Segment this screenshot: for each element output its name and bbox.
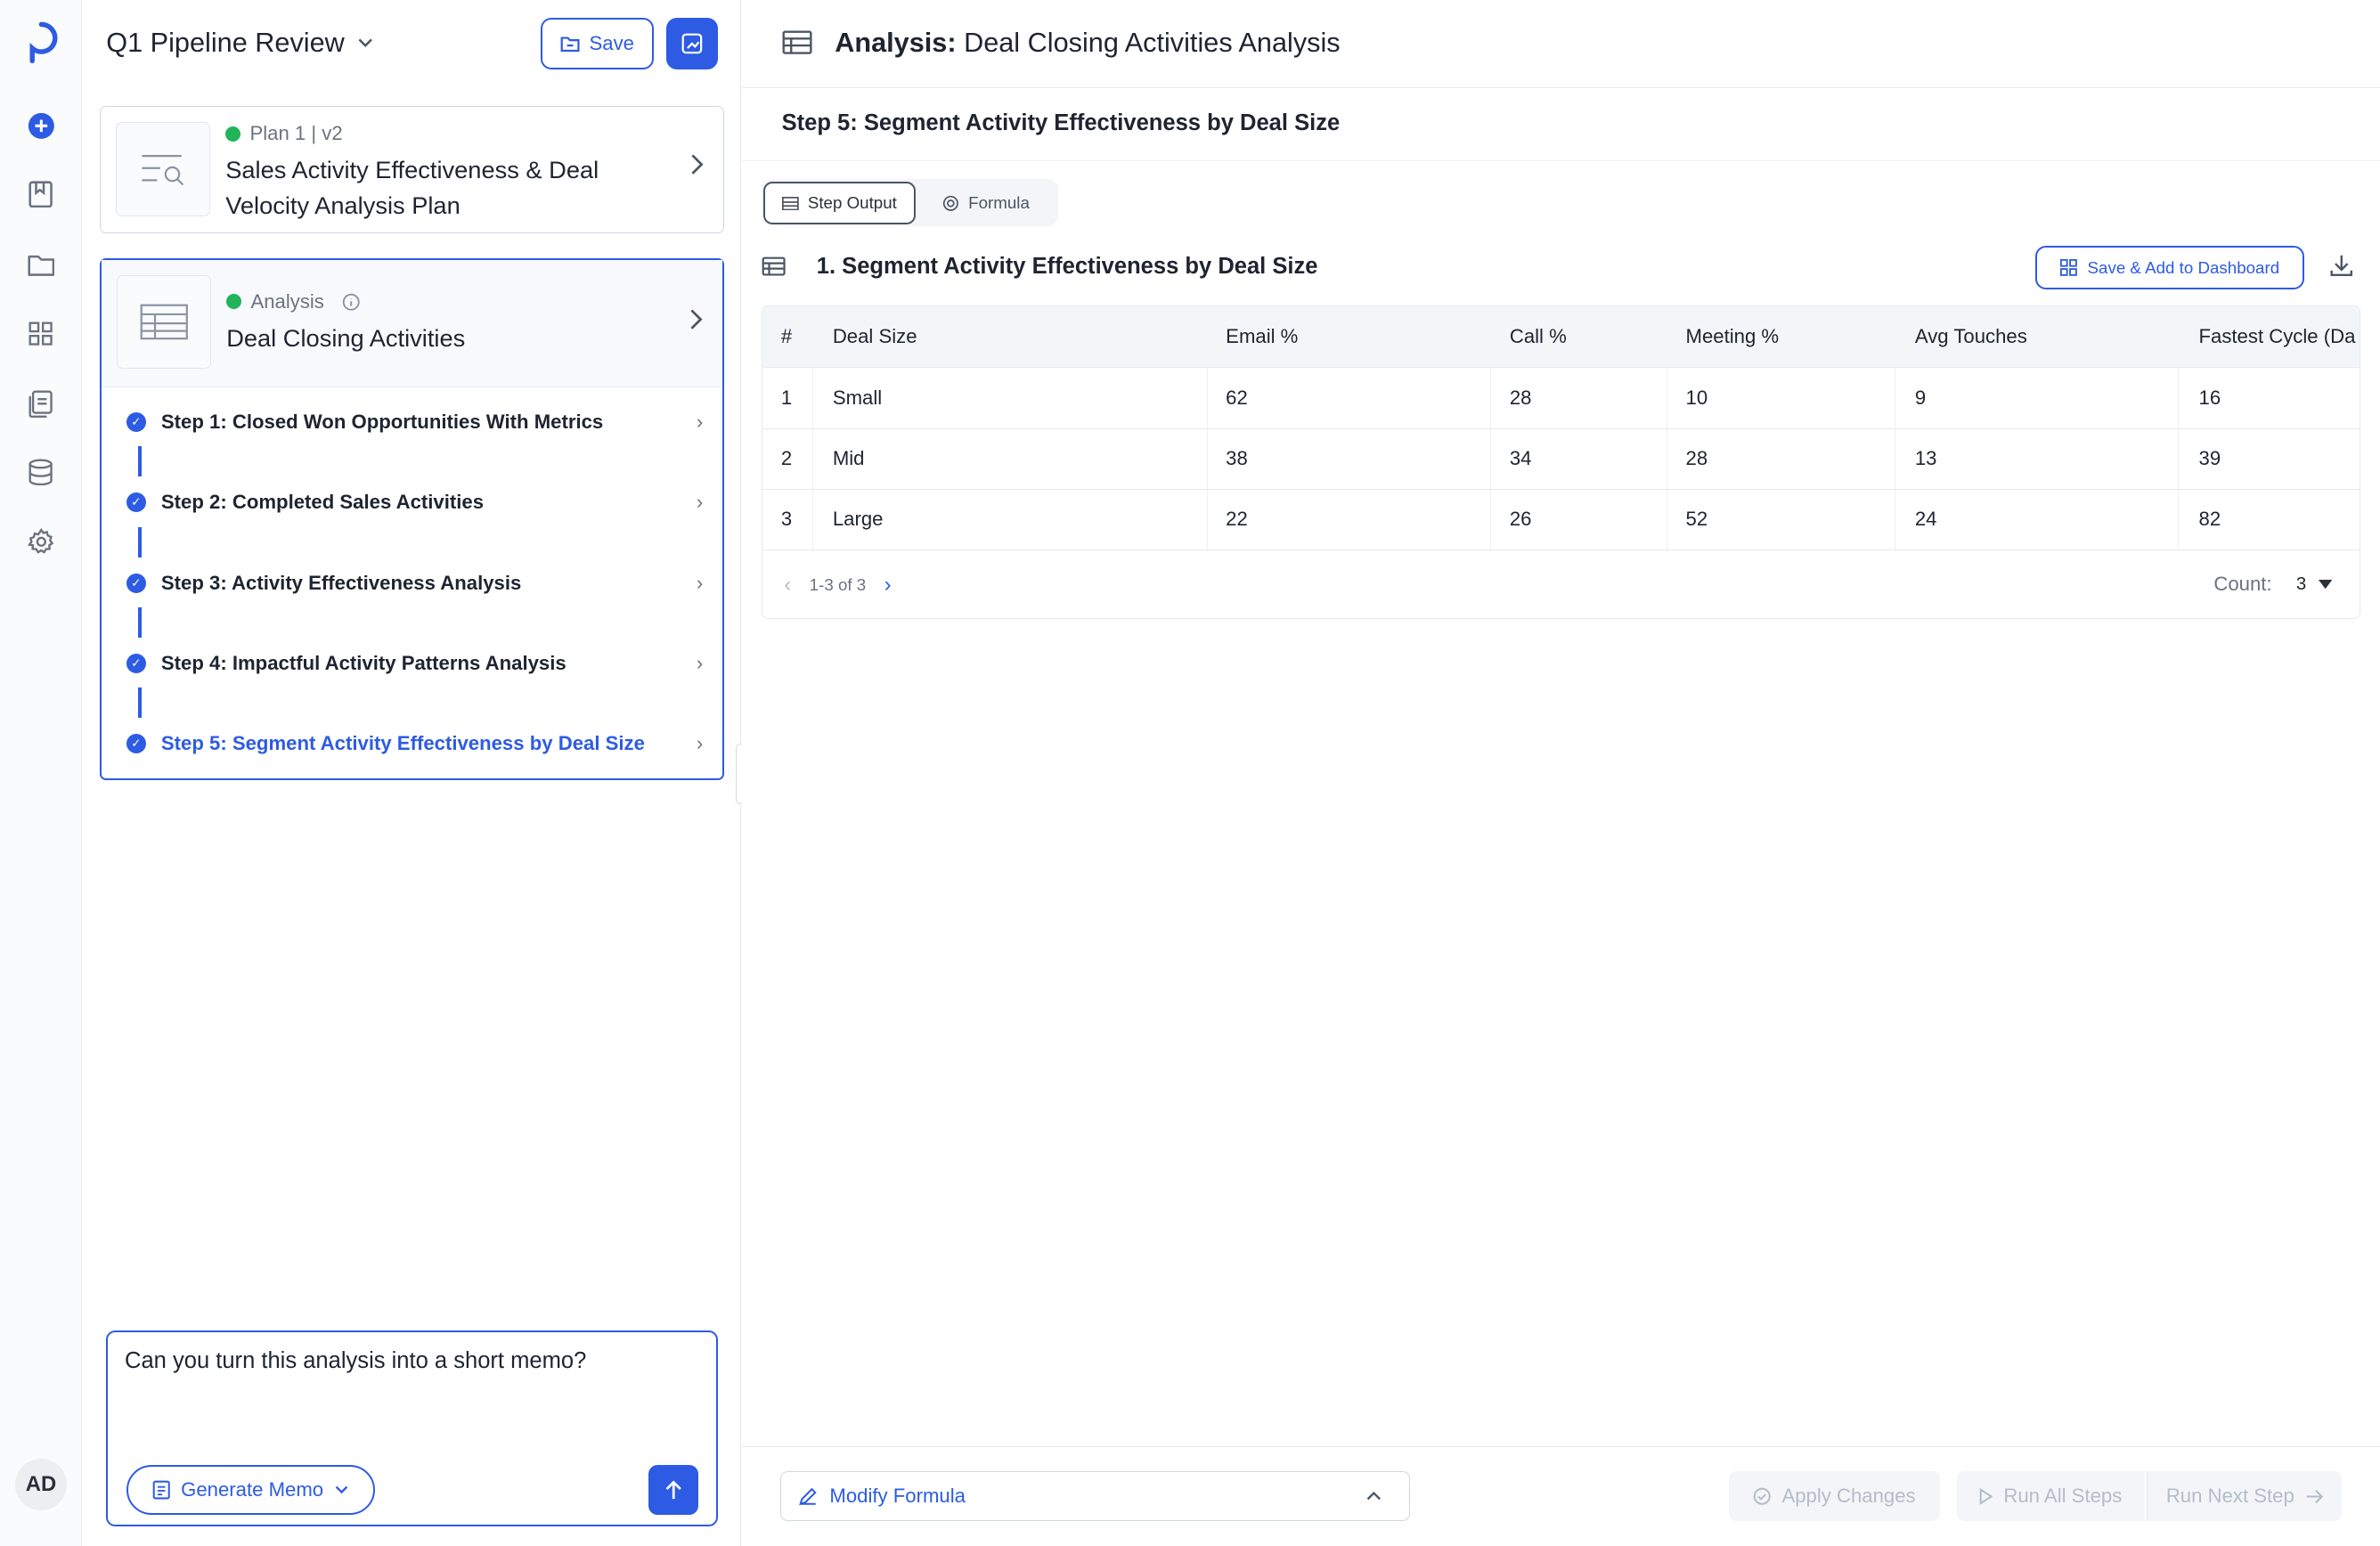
run-all-steps-label: Run All Steps (2003, 1485, 2123, 1508)
table-cell: 82 (2198, 508, 2221, 531)
check-icon: ✓ (126, 574, 146, 593)
table-icon (140, 304, 189, 340)
run-next-step-label: Run Next Step (2165, 1485, 2294, 1508)
step-item-5[interactable] (126, 728, 704, 761)
chevron-right-icon[interactable]: › (884, 573, 892, 598)
chevron-right-icon (689, 152, 705, 183)
dashboard-icon (2060, 259, 2077, 276)
analysis-meta (226, 290, 361, 313)
check-icon: ✓ (126, 492, 146, 512)
analysis-main-panel (742, 0, 2380, 1546)
arrow-right-icon (2305, 1489, 2323, 1504)
check-icon: ✓ (126, 412, 146, 432)
column-header-index[interactable]: # (780, 324, 793, 347)
table-cell: 3 (762, 490, 812, 549)
chevron-right-icon: › (696, 571, 704, 594)
main-header (742, 0, 2380, 88)
analysis-card (100, 258, 723, 780)
step-item-3[interactable] (126, 566, 704, 599)
step-connector (138, 446, 141, 476)
save-button[interactable] (541, 18, 655, 69)
memo-icon (152, 1480, 170, 1500)
check-icon: ✓ (126, 654, 146, 673)
chevron-right-icon: › (696, 651, 704, 674)
plan-version: Plan 1 | v2 (249, 122, 343, 145)
save-add-dashboard-button[interactable] (2035, 246, 2304, 289)
status-check-icon (226, 294, 241, 309)
step-item-2[interactable] (126, 486, 704, 519)
table-cell: 13 (1895, 429, 2180, 489)
table-header-row (762, 306, 2360, 369)
chevron-down-icon (334, 1485, 349, 1495)
step-label: Step 4: Impactful Activity Patterns Analysis (160, 651, 566, 674)
save-button-label: Save (589, 32, 634, 55)
apply-changes-button[interactable] (1729, 1471, 1940, 1521)
plan-meta (225, 122, 342, 145)
plan-panel (82, 0, 741, 1546)
run-next-step-button[interactable] (2147, 1471, 2343, 1521)
dashboard-icon[interactable] (26, 319, 56, 349)
document-title-dropdown[interactable] (106, 28, 375, 59)
caret-down-icon (2319, 580, 2332, 589)
step-header (742, 88, 2380, 161)
step-label: Step 1: Closed Won Opportunities With Metrics (160, 411, 604, 433)
table-heading (762, 254, 1317, 280)
step-item-4[interactable] (126, 647, 704, 679)
column-header-deal-size[interactable]: Deal Size (832, 324, 917, 347)
info-icon[interactable] (342, 293, 360, 311)
column-header-meeting[interactable]: Meeting % (1685, 324, 1780, 347)
table-cell: 52 (1667, 490, 1895, 549)
tab-formula-label: Formula (968, 193, 1030, 213)
column-header-email[interactable]: Email % (1226, 324, 1299, 347)
share-button[interactable] (666, 18, 718, 69)
composer-input[interactable]: Can you turn this analysis into a short memo? (125, 1347, 587, 1373)
table-cell: 16 (2198, 386, 2221, 409)
page-title-prefix: Analysis: (835, 27, 957, 58)
table-pagination (762, 552, 2359, 619)
pagination-nav (784, 573, 891, 598)
tab-formula[interactable] (925, 182, 1046, 224)
table-cell: 9 (1895, 368, 2180, 427)
chevron-left-icon[interactable]: ‹ (784, 573, 792, 598)
database-icon[interactable] (26, 457, 56, 487)
nav-rail (0, 0, 82, 1546)
output-tabs (762, 179, 1057, 226)
table-icon (782, 30, 812, 54)
results-table (762, 305, 2360, 620)
table-cell: 24 (1895, 490, 2180, 549)
pagination-range: 1-3 of 3 (809, 575, 867, 595)
modify-formula-label: Modify Formula (829, 1485, 966, 1508)
document-title: Q1 Pipeline Review (106, 27, 345, 58)
save-folder-icon (560, 36, 580, 53)
check-icon: ✓ (126, 734, 146, 753)
count-value: 3 (2295, 574, 2307, 595)
table-icon (762, 256, 786, 276)
formula-icon (942, 195, 959, 212)
generate-memo-button[interactable] (126, 1465, 375, 1515)
table-cell: 1 (762, 368, 812, 427)
documents-icon[interactable] (26, 388, 56, 419)
step-title: Step 5: Segment Activity Effectiveness by Deal Size (781, 110, 1341, 136)
save-add-dashboard-label: Save & Add to Dashboard (2087, 257, 2280, 277)
table-cell: Mid (813, 429, 1208, 489)
plan-card[interactable] (100, 106, 723, 233)
play-icon (1979, 1488, 1993, 1505)
user-avatar[interactable]: AD (15, 1459, 67, 1510)
table-cell: 39 (2198, 447, 2221, 470)
chart-trend-icon (681, 33, 703, 54)
table-cell: Small (813, 368, 1208, 427)
check-circle-icon (1753, 1487, 1771, 1505)
table-cell: 38 (1208, 429, 1492, 489)
run-all-steps-button[interactable] (1957, 1471, 2145, 1521)
column-header-fastest-cycle[interactable]: Fastest Cycle (Da (2198, 324, 2356, 347)
settings-gear-icon[interactable] (26, 526, 56, 557)
status-check-icon (225, 126, 240, 142)
plan-thumbnail (116, 122, 210, 216)
notebook-icon[interactable] (26, 179, 56, 209)
table-cell: 62 (1208, 368, 1492, 427)
plan-title-line-1: Sales Activity Effectiveness & Deal (225, 156, 599, 184)
apply-changes-label: Apply Changes (1781, 1485, 1916, 1508)
table-cell: 2 (762, 429, 812, 489)
column-header-avg-touches[interactable]: Avg Touches (1914, 324, 2027, 347)
table-icon (782, 197, 799, 210)
step-item-1[interactable] (126, 405, 704, 438)
generate-memo-label: Generate Memo (181, 1477, 324, 1501)
action-footer (742, 1446, 2380, 1546)
analysis-thumbnail (117, 275, 211, 370)
step-label: Step 3: Activity Effectiveness Analysis (160, 571, 522, 594)
chevron-up-icon (1365, 1491, 1382, 1501)
table-title: 1. Segment Activity Effectiveness by Deal Size (816, 253, 1318, 279)
column-header-call[interactable]: Call % (1509, 324, 1567, 347)
chevron-right-icon (689, 307, 704, 338)
table-cell: 10 (1667, 368, 1895, 427)
download-icon[interactable] (2330, 254, 2353, 277)
step-connector (138, 607, 141, 638)
table-cell: 28 (1667, 429, 1895, 489)
modify-formula-dropdown[interactable] (780, 1471, 1410, 1521)
step-connector (138, 527, 141, 557)
table-cell: 34 (1491, 429, 1667, 489)
chevron-right-icon: › (696, 732, 704, 755)
chevron-right-icon: › (696, 491, 704, 514)
chat-composer[interactable] (106, 1330, 718, 1526)
pencil-icon (799, 1487, 817, 1505)
analysis-title: Deal Closing Activities (226, 323, 466, 352)
folder-icon[interactable] (26, 248, 56, 279)
step-label: Step 2: Completed Sales Activities (160, 491, 485, 514)
step-label: Step 5: Segment Activity Effectiveness by Deal Size (160, 732, 645, 755)
analysis-card-header[interactable] (102, 260, 721, 387)
send-button[interactable] (648, 1465, 698, 1515)
tab-step-output-label: Step Output (807, 193, 897, 213)
table-cell: Large (813, 490, 1208, 549)
table-cell: 28 (1491, 368, 1667, 427)
table-row[interactable] (762, 490, 2360, 550)
arrow-up-icon (664, 1479, 682, 1501)
step-connector (138, 688, 141, 718)
count-label: Count: (2213, 573, 2272, 596)
plan-title-line-2: Velocity Analysis Plan (225, 191, 461, 219)
chevron-down-icon (356, 37, 374, 49)
add-icon[interactable] (26, 110, 56, 141)
table-cell: 22 (1208, 490, 1492, 549)
table-row[interactable] (762, 429, 2360, 490)
search-list-icon (139, 151, 188, 188)
logo-icon[interactable] (23, 21, 60, 64)
table-row[interactable] (762, 368, 2360, 428)
row-count (2213, 573, 2332, 596)
page-title (835, 28, 1340, 59)
tab-step-output[interactable] (763, 182, 915, 224)
page-title-name: Deal Closing Activities Analysis (956, 27, 1341, 58)
analysis-type: Analysis (250, 289, 324, 313)
count-select[interactable] (2296, 574, 2332, 595)
chevron-right-icon: › (696, 411, 704, 433)
table-cell: 26 (1491, 490, 1667, 549)
